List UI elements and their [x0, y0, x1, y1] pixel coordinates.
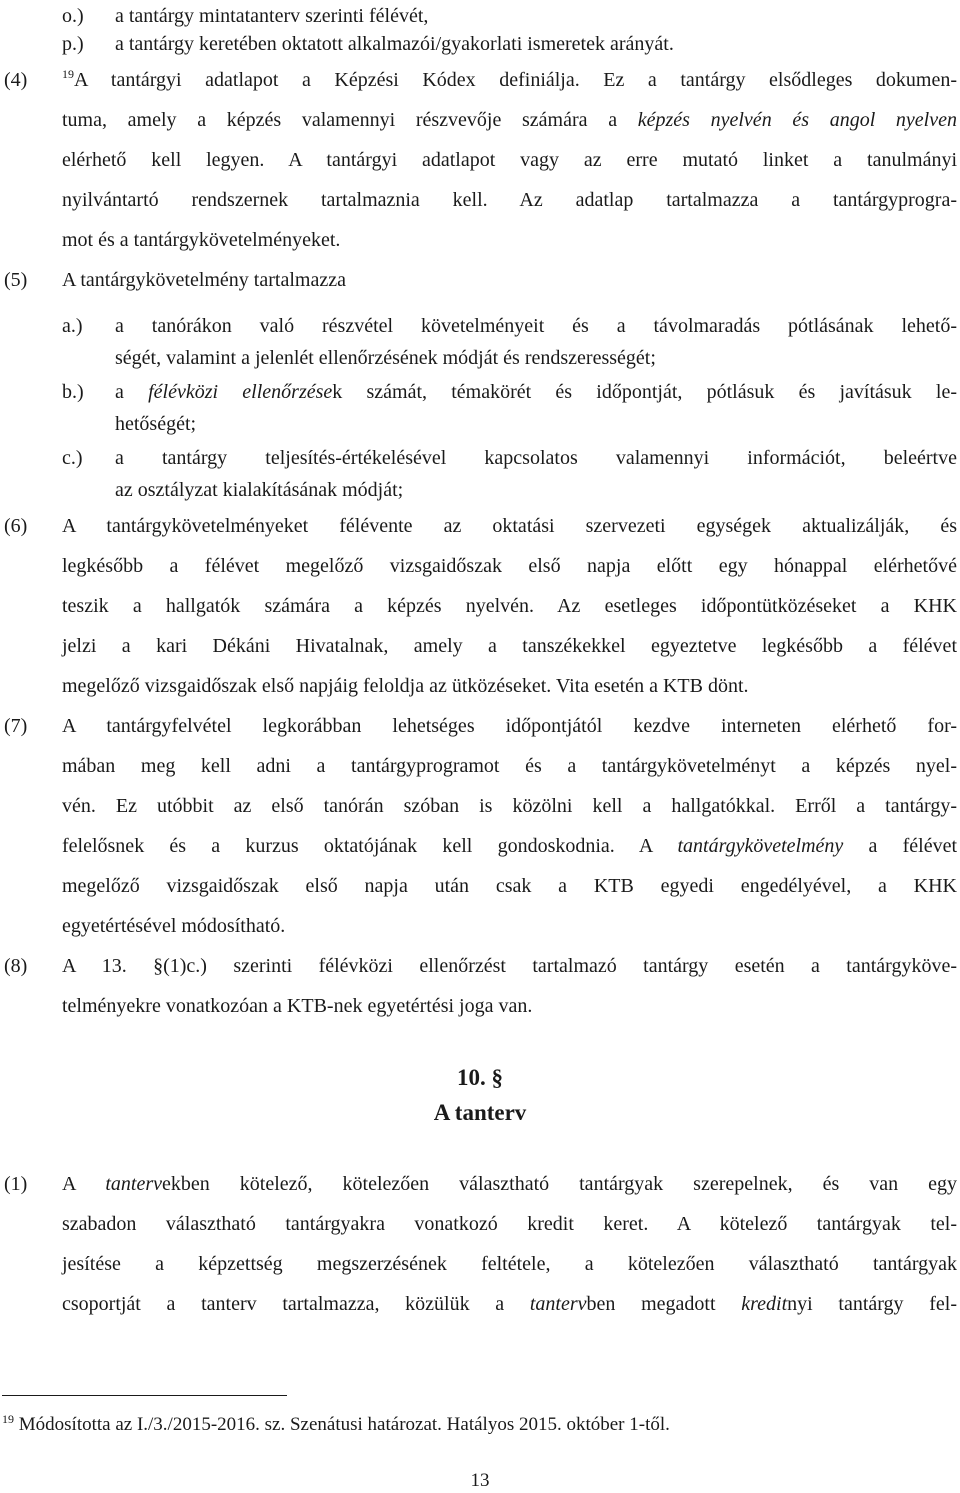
section-paragraph-1-line-4: csoportját a tanterv tartalmazza, közülük a tantervben megadott kreditnyi tantárgy fel- — [62, 1293, 957, 1315]
sub-item-a-line-2: ségét, valamint a jelenlét ellenőrzésének módját és rendszerességét; — [115, 347, 656, 369]
page-number: 13 — [470, 1470, 490, 1491]
emphasis: képzés nyelvén és angol nyelven — [637, 109, 957, 131]
section-title: A tanterv — [433, 1100, 527, 1125]
footnote-number: 19 — [2, 1412, 14, 1426]
footnote — [2, 1413, 670, 1437]
paragraph-4-line-5: mot és a tantárgykövetelményeket. — [62, 229, 341, 251]
emphasis: tanterv — [105, 1173, 163, 1195]
footnote-separator — [2, 1395, 287, 1396]
section-paragraph-1-line-1: A tantervekben kötelező, kötelezően választható tantárgyak szerepelnek, és van egy — [62, 1173, 958, 1195]
paragraph-4-line-4: nyilvántartó rendszernek tartalmaznia kell. Az adatlap tartalmazza a tantárgyprogra- — [62, 189, 957, 211]
sub-item-label-a: a.) — [62, 315, 83, 337]
sub-item-b-line-2: hetőségét; — [115, 413, 197, 435]
sub-item-label-c: c.) — [62, 447, 83, 469]
paragraph-8-line-2: telményekre vonatkozóan a KTB-nek egyetértési joga van. — [62, 995, 533, 1017]
emphasis: tanterv — [529, 1293, 587, 1315]
paragraph-number: (4) — [4, 69, 28, 91]
sub-item-label-b: b.) — [62, 381, 84, 403]
paragraph-7-line-5: megelőző vizsgaidőszak első napja után csak a KTB egyedi engedélyével, a KHK — [62, 875, 957, 897]
sub-item-c-line-1: a tantárgy teljesítés-értékelésével kapcsolatos valamennyi információt, beleértve — [115, 447, 957, 469]
paragraph-4-line-2: tuma, amely a képzés valamennyi részvevője számára a képzés nyelvén és angol nyelven — [62, 109, 957, 131]
list-item-o-text: a tantárgy mintatanterv szerinti félévét, — [115, 5, 429, 27]
item-label: p.) — [62, 33, 84, 55]
section-number: 10. § — [457, 1065, 503, 1090]
paragraph-7-line-2: mában meg kell adni a tantárgyprogramot és a tantárgykövetelményt a képzés nyel- — [62, 755, 957, 777]
paragraph-number: (6) — [4, 515, 28, 537]
paragraph-7-line-4: felelősnek és a kurzus oktatójának kell gondoskodnia. A tantárgykövetelmény a félévet — [62, 835, 958, 857]
paragraph-6-line-4: jelzi a kari Dékáni Hivatalnak, amely a tanszékekkel egyeztetve legkésőbb a félévet — [62, 635, 957, 657]
paragraph-6-line-2: legkésőbb a félévet megelőző vizsgaidőszak első napja előtt egy hónappal elérhetővé — [62, 555, 957, 577]
paragraph-6-line-1: A tantárgykövetelményeket félévente az oktatási szervezeti egységek aktualizálják, és — [62, 515, 957, 537]
paragraph-number: (8) — [4, 955, 28, 977]
footnote-text: Módosította az I./3./2015-2016. sz. Szenátusi határozat. Hatályos 2015. október 1-től. — [14, 1414, 670, 1435]
sub-item-a-line-1: a tanórákon való részvétel követelményeit és a távolmaradás pótlásának lehető- — [115, 315, 957, 337]
emphasis: félévközi ellenőrzése — [148, 381, 333, 403]
section-paragraph-1-line-2: szabadon választható tantárgyakra vonatkozó kredit keret. A kötelező tantárgyak tel- — [62, 1213, 957, 1235]
section-paragraph-1-line-3: jesítése a képzettség megszerzésének feltétele, a kötelezően választható tantárgyak — [62, 1253, 957, 1275]
footnote-reference: 19 — [62, 67, 74, 81]
emphasis: tantárgykövetelmény — [677, 835, 844, 857]
list-item-p-text: a tantárgy keretében oktatott alkalmazói/gyakorlati ismeretek arányát. — [115, 33, 674, 55]
paragraph-7-line-3: vén. Ez utóbbit az első tanórán szóban is közölni kell a hallgatókkal. Erről a tantárgy- — [62, 795, 957, 817]
paragraph-number: (7) — [4, 715, 28, 737]
list-item-o — [62, 4, 84, 28]
paragraph-5-intro: A tantárgykövetelmény tartalmazza — [62, 269, 346, 291]
emphasis: kredit — [741, 1293, 788, 1315]
sub-item-b-line-1: a félévközi ellenőrzések számát, témakörét és időpontját, pótlásuk és javításuk le- — [115, 381, 957, 403]
paragraph-6-line-3: teszik a hallgatók számára a képzés nyelvén. Az esetleges időpontütközéseket a KHK — [62, 595, 957, 617]
paragraph-8-line-1: A 13. §(1)c.) szerinti félévközi ellenőrzést tartalmazó tantárgy esetén a tantárgyköve- — [62, 955, 957, 977]
paragraph-7-line-1: A tantárgyfelvétel legkorábban lehetséges időpontjától kezdve interneten elérhető for- — [62, 715, 957, 737]
paragraph-7-line-6: egyetértésével módosítható. — [62, 915, 286, 937]
paragraph-number: (1) — [4, 1173, 28, 1195]
item-label: o.) — [62, 5, 84, 27]
paragraph-number: (5) — [4, 269, 28, 291]
sub-item-c-line-2: az osztályzat kialakításának módját; — [115, 479, 404, 501]
paragraph-4-line-1: $^{19}$A tantárgyi adatlapot a Képzési Kódex definiálja. Ez a tantárgy elsődleges dokumen- — [62, 67, 957, 91]
list-item-p — [62, 32, 84, 56]
paragraph-4-line-3: elérhető kell legyen. A tantárgyi adatlapot vagy az erre mutató linket a tanulmányi — [62, 149, 957, 171]
paragraph-6-line-5: megelőző vizsgaidőszak első napjáig feloldja az ütközéseket. Vita esetén a KTB dönt. — [62, 675, 749, 697]
